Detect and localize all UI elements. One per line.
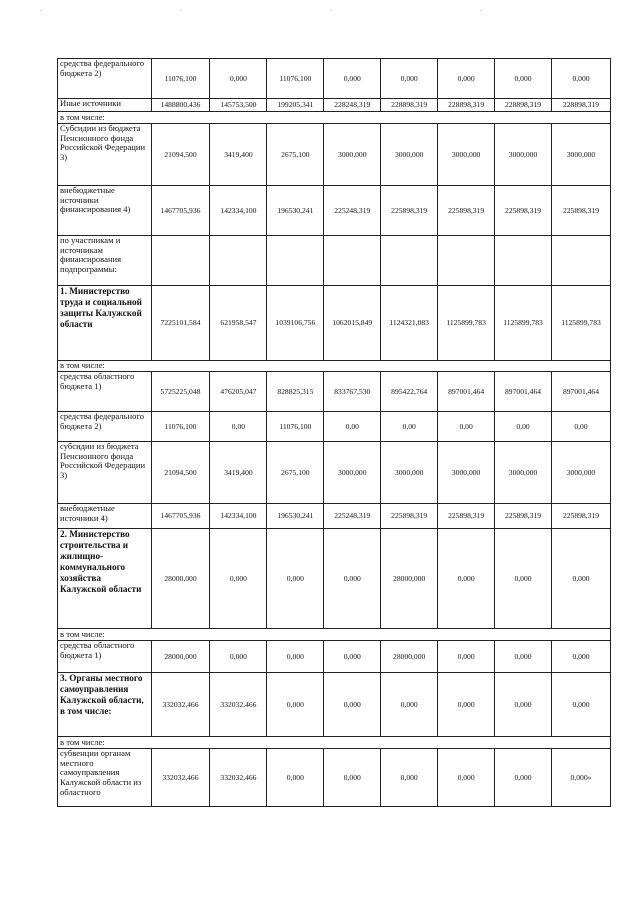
value-cell: 0,000 (495, 529, 552, 629)
value-cell: 3000,000 (324, 442, 381, 504)
value-cell: 0,000 (381, 749, 438, 807)
scan-mark: . (330, 4, 332, 13)
value-cell: 3000,000 (381, 124, 438, 186)
scan-mark: . (180, 4, 182, 13)
table-row (58, 504, 611, 529)
row-label: средства областного бюджета 1) (58, 372, 152, 412)
value-cell: 0,00 (438, 412, 495, 442)
table-row (58, 124, 611, 186)
table-row (58, 529, 611, 629)
value-cell: 196530,241 (267, 186, 324, 236)
value-cell: 0,000 (324, 529, 381, 629)
value-cell: 225248,319 (324, 186, 381, 236)
value-cell: 476205,047 (210, 372, 267, 412)
value-cell: 225898,319 (552, 186, 611, 236)
value-cell: 1125899,783 (495, 286, 552, 361)
value-cell: 228898,319 (438, 99, 495, 112)
value-cell: 3000,000 (552, 442, 611, 504)
value-cell: 0,000 (552, 529, 611, 629)
value-cell (381, 236, 438, 286)
value-cell: 5725225,048 (151, 372, 210, 412)
value-cell: 0,000 (438, 529, 495, 629)
value-cell: 0,000 (210, 59, 267, 99)
row-label: в том числе: (58, 737, 611, 749)
value-cell: 1467705,936 (151, 504, 210, 529)
value-cell: 0,00 (324, 412, 381, 442)
value-cell: 28000,000 (381, 641, 438, 673)
value-cell: 1125899,783 (438, 286, 495, 361)
value-cell (267, 236, 324, 286)
value-cell: 0,000 (495, 749, 552, 807)
value-cell: 0,00 (381, 412, 438, 442)
row-label: в том числе: (58, 361, 611, 372)
value-cell: 2675,100 (267, 442, 324, 504)
value-cell: 145753,500 (210, 99, 267, 112)
value-cell: 228898,319 (552, 99, 611, 112)
row-label: субсидии из бюджета Пенсионного фонда Российской Федерации 3) (58, 442, 152, 504)
value-cell: 3000,000 (438, 124, 495, 186)
value-cell: 0,000 (210, 529, 267, 629)
value-cell: 3000,000 (438, 442, 495, 504)
value-cell: 21094,500 (151, 442, 210, 504)
value-cell: 0,000 (552, 673, 611, 737)
value-cell: 895422,764 (381, 372, 438, 412)
value-cell: 3000,000 (381, 442, 438, 504)
value-cell: 228898,319 (381, 99, 438, 112)
table-row (58, 749, 611, 807)
value-cell: 7225101,584 (151, 286, 210, 361)
value-cell: 0,000 (267, 641, 324, 673)
value-cell: 0,000 (324, 641, 381, 673)
value-cell: 897001,464 (495, 372, 552, 412)
value-cell: 0,000 (552, 641, 611, 673)
scan-mark: . (40, 4, 42, 13)
value-cell: 11076,100 (267, 412, 324, 442)
value-cell: 225898,319 (495, 504, 552, 529)
value-cell: 228898,319 (495, 99, 552, 112)
table-row (58, 59, 611, 99)
value-cell: 3000,000 (552, 124, 611, 186)
row-label: Субсидии из бюджета Пенсионного фонда Российской Федерации 3) (58, 124, 152, 186)
row-label: Иные источники (58, 99, 152, 112)
value-cell: 142334,100 (210, 186, 267, 236)
value-cell: 0,000 (438, 673, 495, 737)
value-cell: 897001,464 (438, 372, 495, 412)
value-cell: 1125899,783 (552, 286, 611, 361)
table-row (58, 442, 611, 504)
value-cell: 0,000 (210, 641, 267, 673)
row-label: внебюджетные источники финансирования 4) (58, 186, 152, 236)
value-cell: 621958,547 (210, 286, 267, 361)
value-cell: 28000,000 (381, 529, 438, 629)
row-label: по участникам и источникам финансирования подпрограммы: (58, 236, 152, 286)
row-label: в том числе: (58, 629, 611, 641)
value-cell: 828825,315 (267, 372, 324, 412)
value-cell: 225898,319 (495, 186, 552, 236)
value-cell (324, 236, 381, 286)
row-label: в том числе: (58, 112, 611, 124)
value-cell: 225898,319 (438, 504, 495, 529)
value-cell: 0,000 (552, 59, 611, 99)
value-cell: 0,000 (438, 59, 495, 99)
table-row (58, 629, 611, 641)
table-row (58, 186, 611, 236)
row-label: средства федерального бюджета 2) (58, 59, 152, 99)
value-cell: 0,000 (324, 673, 381, 737)
scan-mark: . (480, 4, 482, 13)
value-cell: 11076,100 (151, 59, 210, 99)
value-cell: 225248,319 (324, 504, 381, 529)
value-cell: 199205,341 (267, 99, 324, 112)
value-cell: 332032,466 (151, 749, 210, 807)
value-cell: 0,000 (495, 641, 552, 673)
value-cell: 225898,319 (381, 186, 438, 236)
value-cell: 21094,500 (151, 124, 210, 186)
value-cell: 0,00 (210, 412, 267, 442)
value-cell: 833767,530 (324, 372, 381, 412)
value-cell: 1124321,083 (381, 286, 438, 361)
financing-table (57, 58, 611, 807)
value-cell: 28000,000 (151, 529, 210, 629)
value-cell: 3000,000 (495, 442, 552, 504)
value-cell (552, 236, 611, 286)
value-cell (151, 236, 210, 286)
value-cell: 0,00 (495, 412, 552, 442)
value-cell: 332032,466 (210, 749, 267, 807)
value-cell: 3419,400 (210, 442, 267, 504)
table-row (58, 236, 611, 286)
row-label: средства областного бюджета 1) (58, 641, 152, 673)
row-label: 1. Министерство труда и социальной защиты Калужской области (58, 286, 152, 361)
value-cell: 225898,319 (381, 504, 438, 529)
row-label: средства федерального бюджета 2) (58, 412, 152, 442)
value-cell: 2675,100 (267, 124, 324, 186)
value-cell: 1039106,756 (267, 286, 324, 361)
table-body (58, 59, 611, 807)
row-label: внебюджетные источники 4) (58, 504, 152, 529)
value-cell (210, 236, 267, 286)
row-label: субвенции органам местного самоуправления Калужской области из областного (58, 749, 152, 807)
table-row (58, 361, 611, 372)
value-cell: 225898,319 (438, 186, 495, 236)
value-cell: 0,000 (381, 673, 438, 737)
value-cell (438, 236, 495, 286)
table-row (58, 412, 611, 442)
value-cell: 3000,000 (495, 124, 552, 186)
value-cell: 225898,319 (552, 504, 611, 529)
value-cell: 1467705,936 (151, 186, 210, 236)
value-cell: 11076,100 (151, 412, 210, 442)
value-cell: 11076,100 (267, 59, 324, 99)
value-cell: 28000,000 (151, 641, 210, 673)
table-row (58, 372, 611, 412)
value-cell: 1488800,436 (151, 99, 210, 112)
value-cell: 0,000 (438, 749, 495, 807)
value-cell: 0,000 (495, 673, 552, 737)
row-label: 2. Министерство строительства и жилищно-коммунального хозяйства Калужской области (58, 529, 152, 629)
value-cell: 3419,400 (210, 124, 267, 186)
table-row (58, 112, 611, 124)
row-label: 3. Органы местного самоуправления Калужской области, в том числе: (58, 673, 152, 737)
value-cell: 0,000 (324, 59, 381, 99)
value-cell: 3000,000 (324, 124, 381, 186)
value-cell: 332032,466 (210, 673, 267, 737)
table-row (58, 99, 611, 112)
value-cell: 142334,100 (210, 504, 267, 529)
value-cell: 0,000 (267, 529, 324, 629)
value-cell: 332032,466 (151, 673, 210, 737)
table-row (58, 286, 611, 361)
value-cell: 0,000 (267, 749, 324, 807)
table-row (58, 673, 611, 737)
value-cell: 0,000 (495, 59, 552, 99)
value-cell (495, 236, 552, 286)
value-cell: 0,000 (324, 749, 381, 807)
value-cell: 196530,241 (267, 504, 324, 529)
value-cell: 0,000» (552, 749, 611, 807)
table-row (58, 737, 611, 749)
value-cell: 0,000 (267, 673, 324, 737)
value-cell: 897001,464 (552, 372, 611, 412)
table-row (58, 641, 611, 673)
value-cell: 0,000 (438, 641, 495, 673)
value-cell: 1062015,849 (324, 286, 381, 361)
value-cell: 0,00 (552, 412, 611, 442)
value-cell: 228248,319 (324, 99, 381, 112)
value-cell: 0,000 (381, 59, 438, 99)
